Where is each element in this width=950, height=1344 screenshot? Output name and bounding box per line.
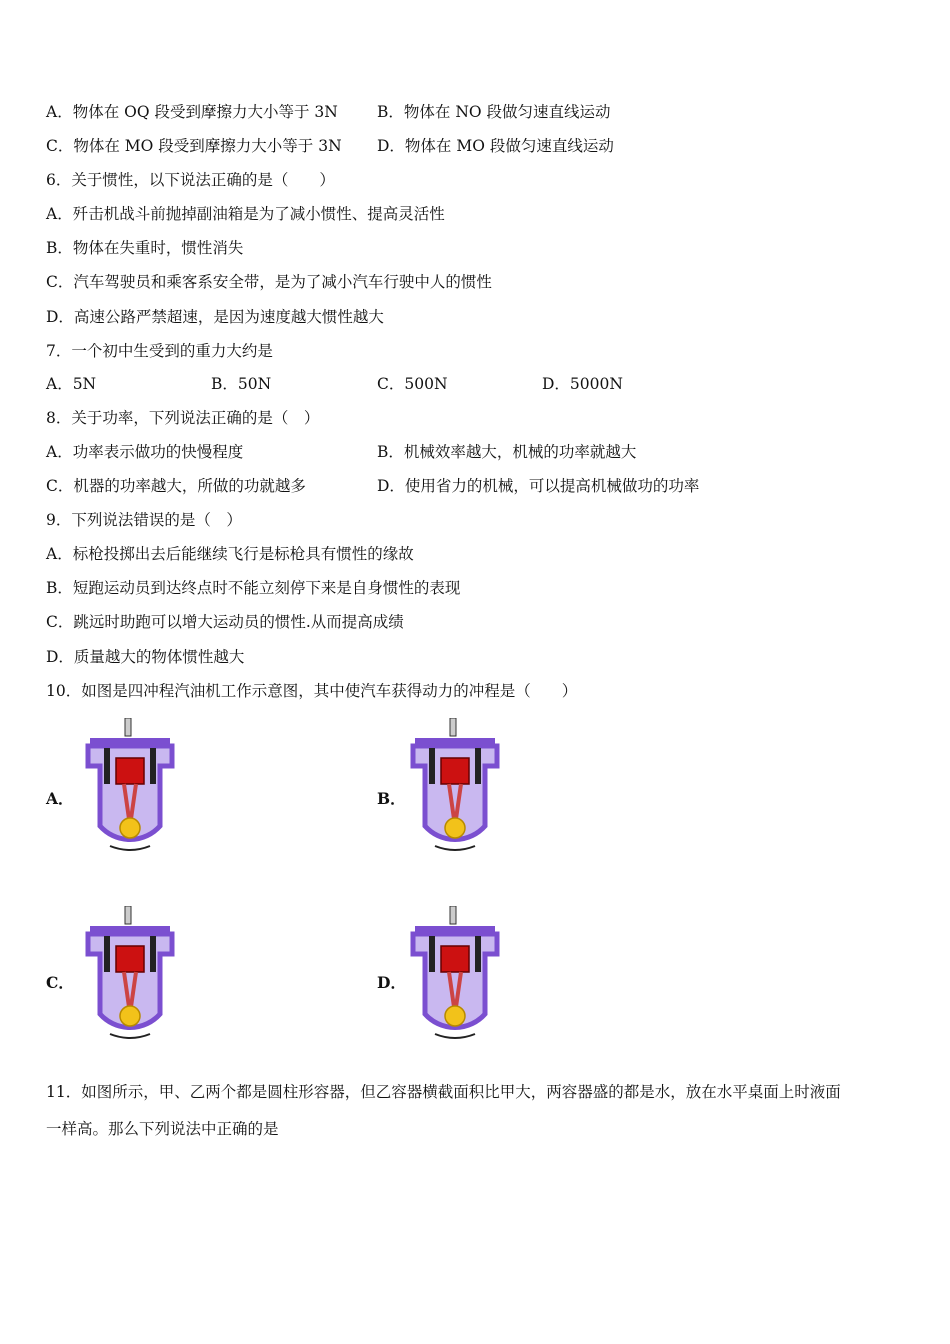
q10-stem: 10．如图是四冲程汽油机工作示意图，其中使汽车获得动力的冲程是（ ）	[46, 682, 578, 700]
q5-option-d: D．物体在 MO 段做匀速直线运动	[377, 137, 614, 155]
engine-diagram-a	[80, 718, 180, 868]
q7-option-c: C．500N	[377, 375, 448, 393]
q11-stem-line1: 11．如图所示，甲、乙两个都是圆柱形容器，但乙容器横截面积比甲大，两容器盛的都是水，放在水平桌面上时液面	[46, 1083, 841, 1101]
q5-option-b: B．物体在 NO 段做匀速直线运动	[377, 103, 611, 121]
q8-option-a: A．功率表示做功的快慢程度	[46, 443, 244, 461]
engine-diagram-b	[405, 718, 505, 868]
engine-diagram-c	[80, 906, 180, 1056]
q10-label-d: D．	[377, 973, 406, 992]
q6-option-b: B．物体在失重时，惯性消失	[46, 239, 244, 257]
q6-option-d: D．高速公路严禁超速，是因为速度越大惯性越大	[46, 308, 384, 326]
q10-label-b: B．	[377, 789, 406, 808]
q9-option-b: B．短跑运动员到达终点时不能立刻停下来是自身惯性的表现	[46, 579, 461, 597]
q8-option-d: D．使用省力的机械，可以提高机械做功的功率	[377, 477, 700, 495]
engine-diagram-d	[405, 906, 505, 1056]
q10-label-c: C．	[46, 973, 74, 992]
q10-label-a: A．	[46, 789, 74, 808]
q6-option-c: C．汽车驾驶员和乘客系安全带，是为了减小汽车行驶中人的惯性	[46, 273, 492, 291]
q9-option-d: D．质量越大的物体惯性越大	[46, 648, 245, 666]
q5-option-a: A．物体在 OQ 段受到摩擦力大小等于 3N	[46, 103, 338, 121]
q5-option-c: C．物体在 MO 段受到摩擦力大小等于 3N	[46, 137, 342, 155]
q11-stem-line2: 一样高。那么下列说法中正确的是	[46, 1120, 279, 1138]
q9-stem: 9．下列说法错误的是（ ）	[46, 511, 242, 529]
q7-stem: 7．一个初中生受到的重力大约是	[46, 342, 273, 360]
q7-option-b: B．50N	[211, 375, 272, 393]
q9-option-a: A．标枪投掷出去后能继续飞行是标枪具有惯性的缘故	[46, 545, 414, 563]
q8-option-c: C．机器的功率越大，所做的功就越多	[46, 477, 306, 495]
q8-stem: 8．关于功率，下列说法正确的是（ ）	[46, 409, 320, 427]
q9-option-c: C．跳远时助跑可以增大运动员的惯性.从而提高成绩	[46, 613, 404, 631]
q8-option-b: B．机械效率越大，机械的功率就越大	[377, 443, 637, 461]
q7-option-d: D．5000N	[542, 375, 623, 393]
q7-option-a: A．5N	[46, 375, 97, 393]
q6-stem: 6．关于惯性，以下说法正确的是（ ）	[46, 171, 335, 189]
q6-option-a: A．歼击机战斗前抛掉副油箱是为了减小惯性、提高灵活性	[46, 205, 445, 223]
